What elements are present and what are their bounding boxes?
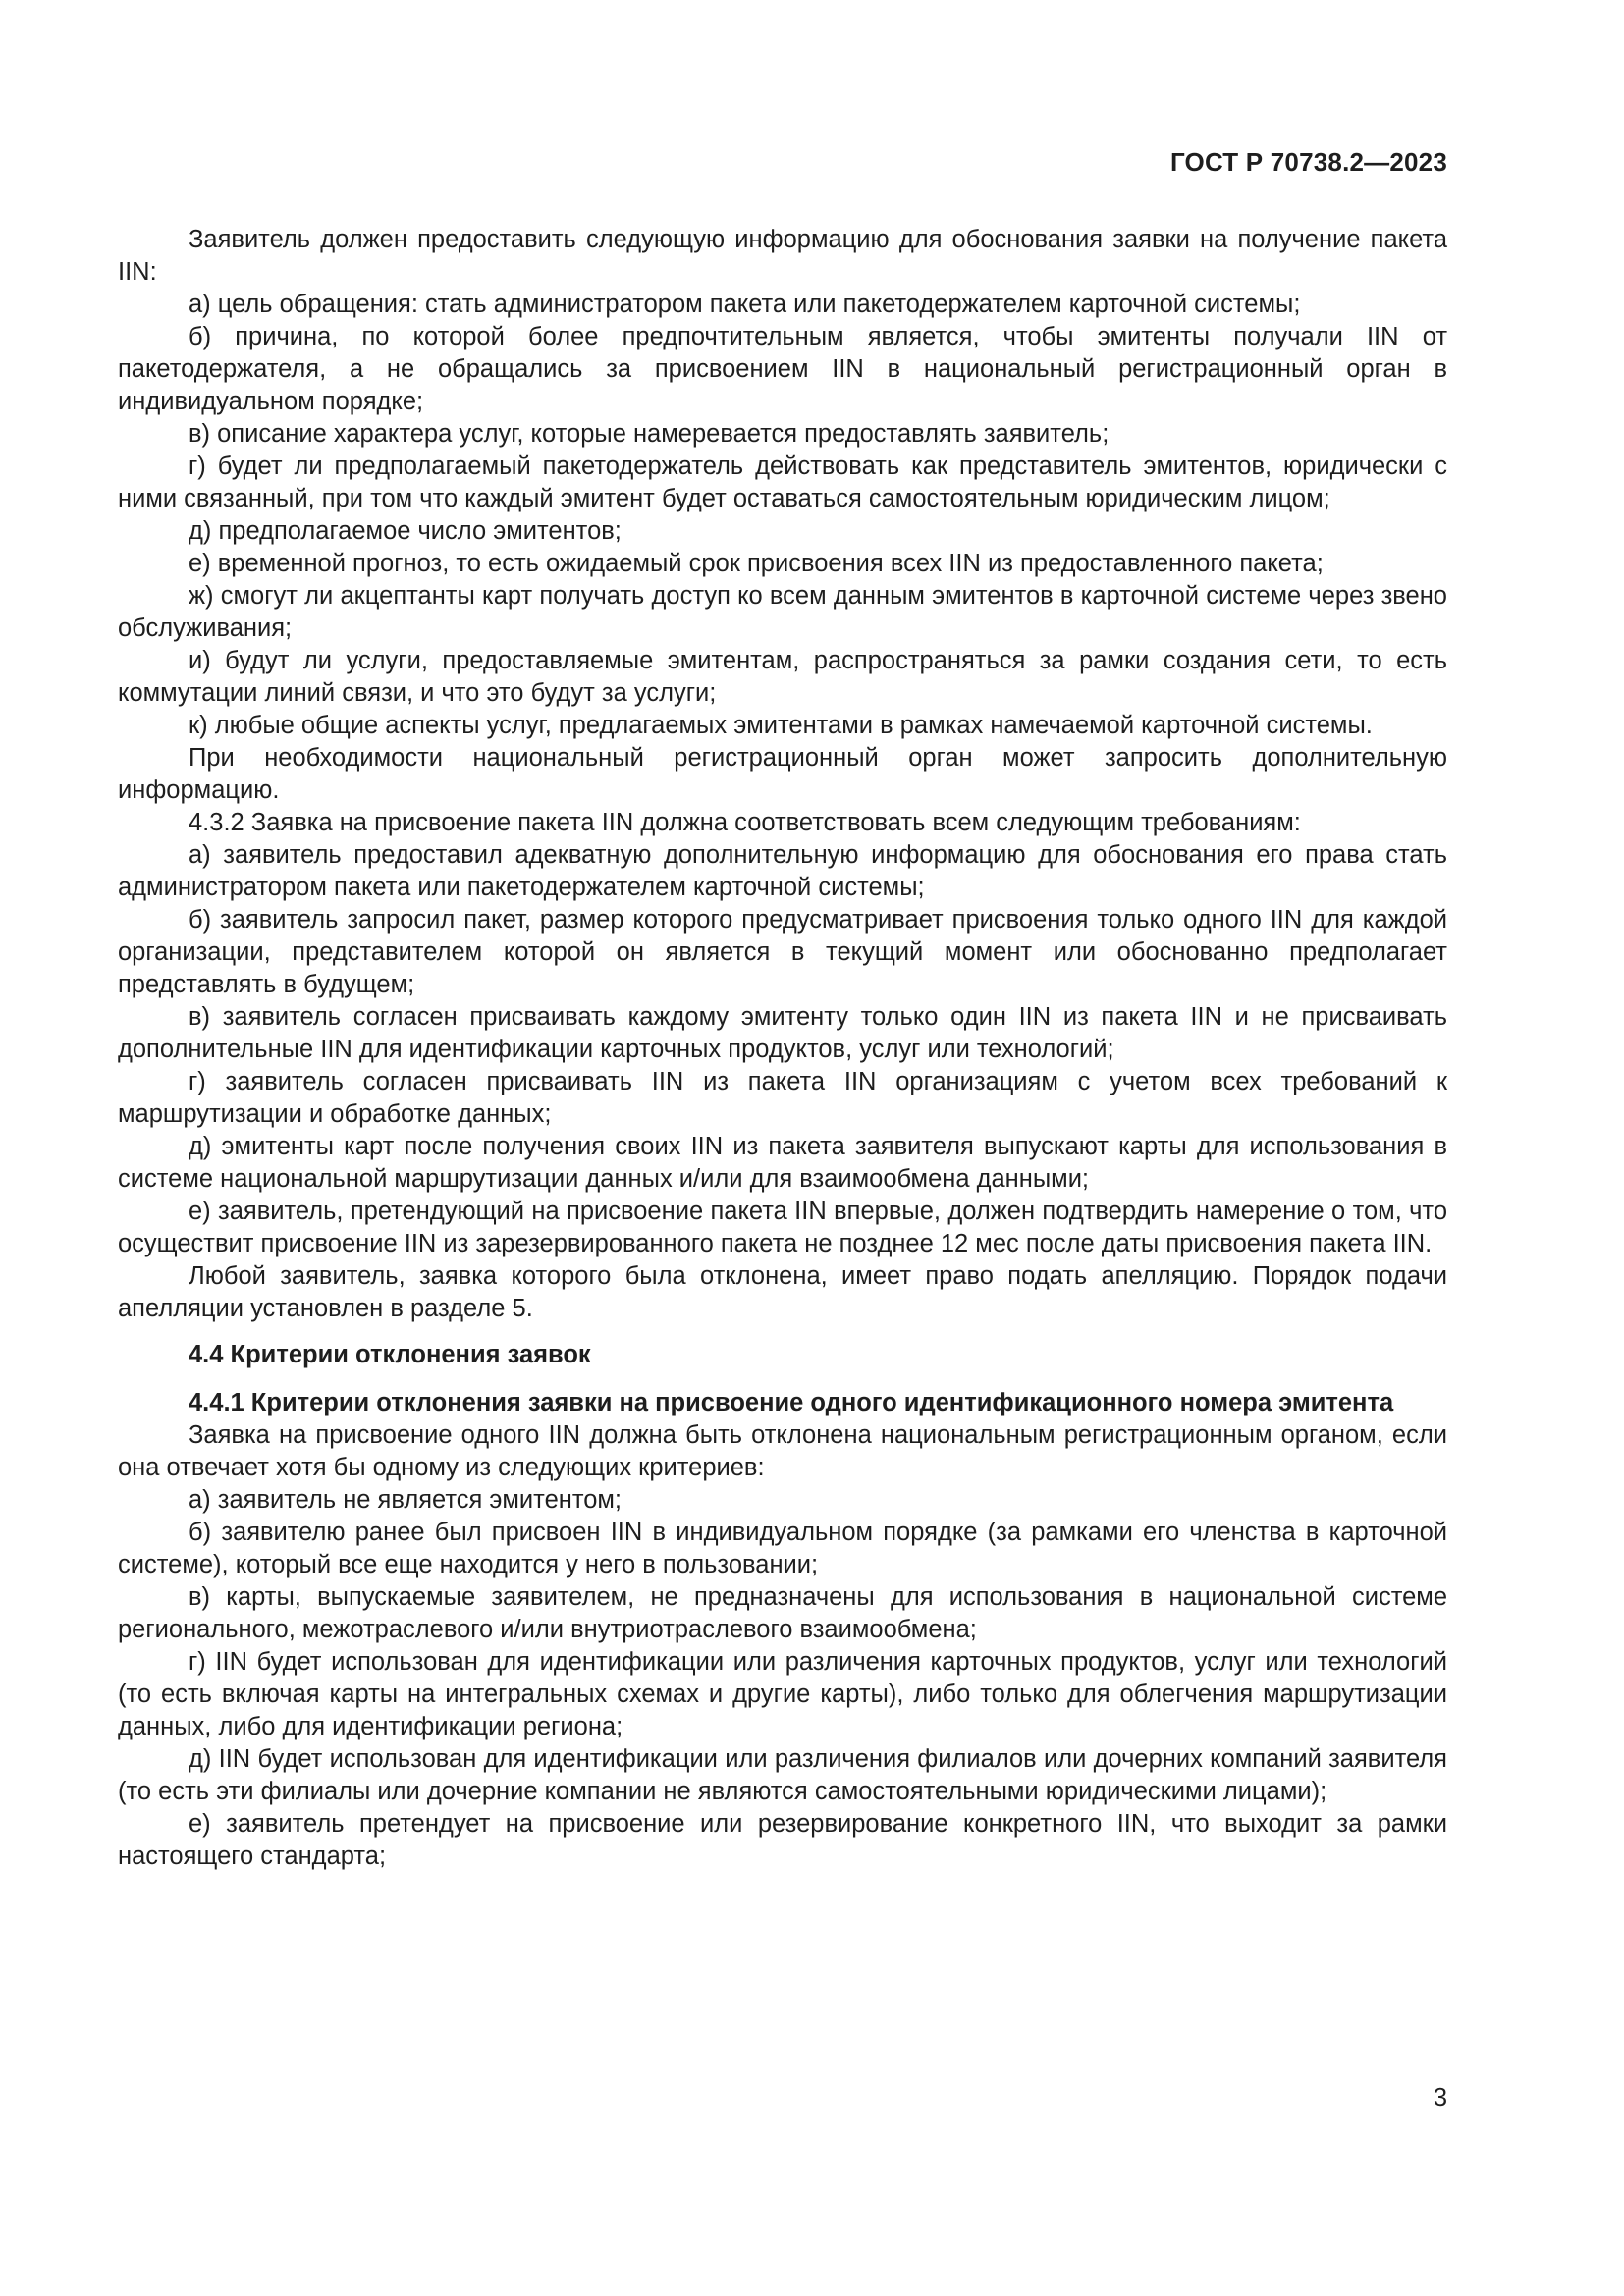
list-item: е) заявитель, претендующий на присвоение пакета IIN впервые, должен подтвердить намерение о том, что осуществит присвоение IIN из зарезервированного пакета не позднее 12 мес после даты присвоения пакета IIN. [118, 1198, 1447, 1257]
list-item: и) будут ли услуги, предоставляемые эмитентам, распространяться за рамки создания сети, то есть коммутации линий связи, и что это будут за услуги; [118, 647, 1447, 707]
subsection-heading-4-4-1: 4.4.1 Критерии отклонения заявки на присвоение одного идентификационного номера эмитента [189, 1389, 1394, 1416]
list-item: а) заявитель предоставил адекватную дополнительную информацию для обоснования его права стать администратором пакета или пакетодержателем карточной системы; [118, 841, 1447, 901]
list-item: б) заявителю ранее был присвоен IIN в индивидуальном порядке (за рамками его членства в карточной системе), который все еще находится у него в пользовании; [118, 1519, 1447, 1578]
list-item: б) заявитель запросил пакет, размер которого предусматривает присвоения только одного IIN для каждой организации, представителем которой он является в текущий момент или обоснованно предполагает представлять в будущем; [118, 906, 1447, 998]
paragraph: Заявка на присвоение одного IIN должна быть отклонена национальным регистрационным органом, если она отвечает хотя бы одному из следующих критериев: [118, 1421, 1447, 1481]
document-code: ГОСТ Р 70738.2—2023 [1169, 147, 1447, 177]
paragraph: Любой заявитель, заявка которого была отклонена, имеет право подать апелляцию. Порядок подачи апелляции установлен в разделе 5. [118, 1262, 1447, 1322]
list-item: а) заявитель не является эмитентом; [189, 1486, 623, 1514]
list-item: к) любые общие аспекты услуг, предлагаемых эмитентами в рамках намечаемой карточной системы. [189, 712, 1373, 739]
paragraph: При необходимости национальный регистрационный орган может запросить дополнительную информацию. [118, 744, 1447, 804]
list-item: ж) смогут ли акцептанты карт получать доступ ко всем данным эмитентов в карточной системе через звено обслуживания; [118, 582, 1447, 642]
list-item: е) временной прогноз, то есть ожидаемый срок присвоения всех IIN из предоставленного пакета; [189, 550, 1324, 577]
document-body [118, 224, 1447, 1873]
list-item: в) описание характера услуг, которые намеревается предоставлять заявитель; [189, 420, 1110, 448]
page-number: 3 [1433, 2084, 1447, 2111]
section-heading-4-4: 4.4 Критерии отклонения заявок [189, 1341, 591, 1368]
list-item: а) цель обращения: стать администратором пакета или пакетодержателем карточной системы; [189, 291, 1301, 318]
list-item: г) IIN будет использован для идентификации или различения карточных продуктов, услуг или технологий (то есть включая карты на интегральных схемах и другие карты), либо только для облегчения маршрутизации данных, либо для идентификации региона; [118, 1648, 1447, 1740]
list-item: в) карты, выпускаемые заявителем, не предназначены для использования в национальной системе регионального, межотраслевого и/или внутриотраслевого взаимообмена; [118, 1583, 1447, 1643]
paragraph: Заявитель должен предоставить следующую информацию для обоснования заявки на получение пакета IIN: [118, 226, 1447, 286]
list-item: д) предполагаемое число эмитентов; [189, 517, 622, 545]
list-item: в) заявитель согласен присваивать каждому эмитенту только один IIN из пакета IIN и не присваивать дополнительные IIN для идентификации карточных продуктов, услуг или технологий; [118, 1003, 1447, 1063]
list-item: е) заявитель претендует на присвоение или резервирование конкретного IIN, что выходит за рамки настоящего стандарта; [118, 1810, 1447, 1870]
list-item: г) заявитель согласен присваивать IIN из пакета IIN организациям с учетом всех требований к маршрутизации и обработке данных; [118, 1068, 1447, 1128]
list-item: д) эмитенты карт после получения своих IIN из пакета заявителя выпускают карты для использования в системе национальной маршрутизации данных и/или для взаимообмена данными; [118, 1133, 1447, 1193]
list-item: б) причина, по которой более предпочтительным является, чтобы эмитенты получали IIN от пакетодержателя, а не обращались за присвоением IIN в национальный регистрационный орган в индивидуальном порядке; [118, 323, 1447, 415]
list-item: д) IIN будет использован для идентификации или различения филиалов или дочерних компаний заявителя (то есть эти филиалы или дочерние компании не являются самостоятельными юридическими лицами); [118, 1745, 1447, 1805]
list-item: г) будет ли предполагаемый пакетодержатель действовать как представитель эмитентов, юридически с ними связанный, при том что каждый эмитент будет оставаться самостоятельным юридическим лицом; [118, 453, 1447, 512]
clause-4-3-2: 4.3.2 Заявка на присвоение пакета IIN должна соответствовать всем следующим требованиям: [189, 809, 1301, 836]
